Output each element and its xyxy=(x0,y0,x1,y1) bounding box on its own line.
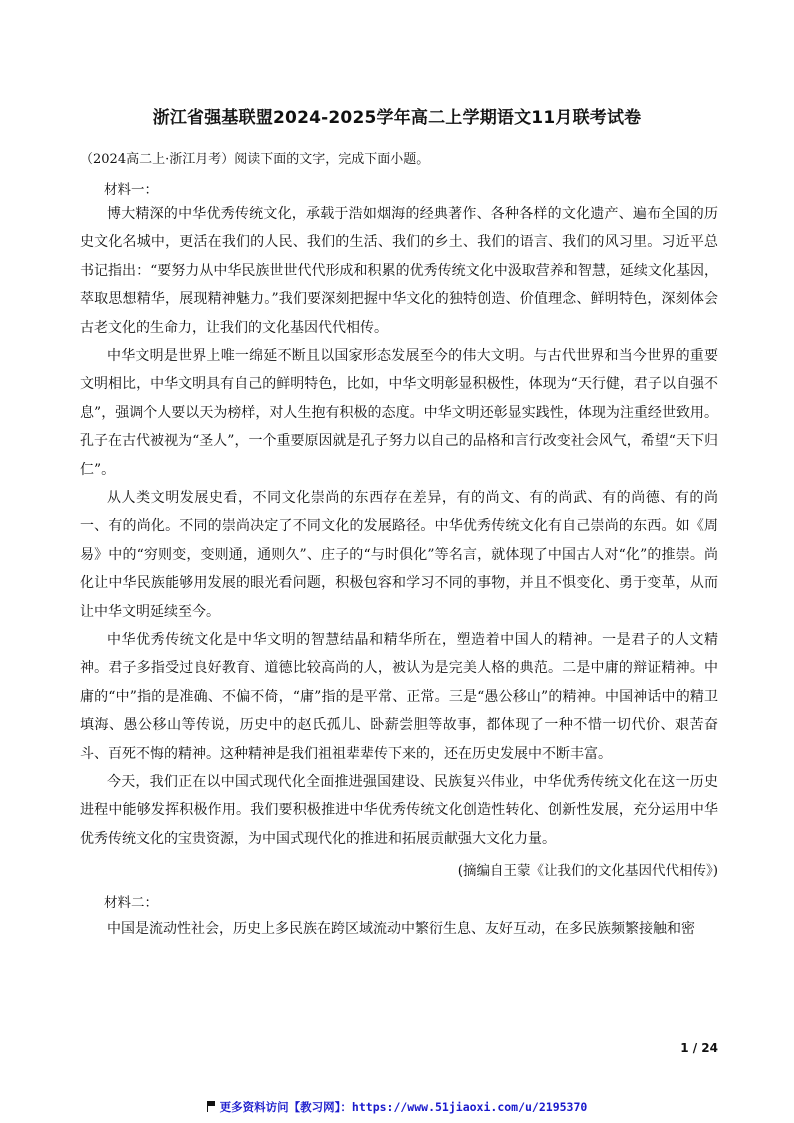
material-1-label: 材料一： xyxy=(104,182,158,198)
page-number: 1 / 24 xyxy=(680,1041,718,1055)
material-1-paragraph-5: 今天，我们正在以中国式现代化全面推进强国建设、民族复兴伟业，中华优秀传统文化在这一历史进程中能够发挥积极作用。我们要积极推进中华优秀传统文化创造性转化、创新性发展，充分运用中华优秀传统文化的宝贵资源，为中国式现代化的推进和拓展贡献强大文化力量。 xyxy=(80,774,718,847)
material-2-label: 材料二： xyxy=(104,895,158,911)
footer-link[interactable] xyxy=(0,1099,794,1115)
footer-link-text[interactable]: 更多资料访问【教习网】：https://www.51jiaoxi.com/u/2195370 xyxy=(219,1100,588,1114)
material-1-paragraph-1: 博大精深的中华优秀传统文化，承载于浩如烟海的经典著作、各种各样的文化遗产、遍布全国的历史文化名城中，更活在我们的人民、我们的生活、我们的乡土、我们的语言、我们的风习里。习近平总书记指出：“要努力从中华民族世世代代形成和积累的优秀传统文化中汲取营养和智慧，延续文化基因，萃取思想精华，展现精神魅力。”我们要深刻把握中华文化的独特创造、价值理念、鲜明特色，深刻体会古老文化的生命力，让我们的文化基因代代相传。 xyxy=(80,206,718,336)
material-1-paragraph-2: 中华文明是世界上唯一绵延不断且以国家形态发展至今的伟大文明。与古代世界和当今世界的重要文明相比，中华文明具有自己的鲜明特色，比如，中华文明彰显积极性，体现为“天行健，君子以自强不息”，强调个人要以天为榜样，对人生抱有积极的态度。中华文明还彰显实践性，体现为注重经世致用。孔子在古代被视为“圣人”，一个重要原因就是孔子努力以自己的品格和言行改变社会风气，希望“天下归仁”。 xyxy=(80,348,718,478)
flag-icon xyxy=(207,1101,216,1112)
material-1-paragraph-4: 中华优秀传统文化是中华文明的智慧结晶和精华所在，塑造着中国人的精神。一是君子的人文精神。君子多指受过良好教育、道德比较高尚的人，被认为是完美人格的典范。二是中庸的辩证精神。中庸的“中”指的是准确、不偏不倚，“庸”指的是平常、正常。三是“愚公移山”的精神。中国神话中的精卫填海、愚公移山等传说，历史中的赵氏孤儿、卧薪尝胆等故事，都体现了一种不惜一切代价、艰苦奋斗、百死不悔的精神。这种精神是我们祖祖辈辈传下来的，还在历史发展中不断丰富。 xyxy=(80,632,718,762)
material-1-paragraph-3: 从人类文明发展史看，不同文化崇尚的东西存在差异，有的尚文、有的尚武、有的尚德、有的尚一、有的尚化。不同的崇尚决定了不同文化的发展路径。中华优秀传统文化有自己崇尚的东西。如《周易》中的“穷则变，变则通，通则久”、庄子的“与时俱化”等名言，就体现了中国古人对“化”的推崇。尚化让中华民族能够用发展的眼光看问题，积极包容和学习不同的事物，并且不惧变化、勇于变革，从而让中华文明延续至今。 xyxy=(80,490,718,620)
material-2-paragraph-1: 中国是流动性社会，历史上多民族在跨区域流动中繁衍生息、友好互动，在多民族频繁接触和密 xyxy=(107,921,695,937)
document-title: 浙江省强基联盟2024-2025学年高二上学期语文11月联考试卷 xyxy=(152,108,642,128)
question-intro: （2024高二上·浙江月考）阅读下面的文字，完成下面小题。 xyxy=(80,152,430,167)
material-1-source: (摘编自王蒙《让我们的文化基因代代相传》) xyxy=(457,863,718,879)
